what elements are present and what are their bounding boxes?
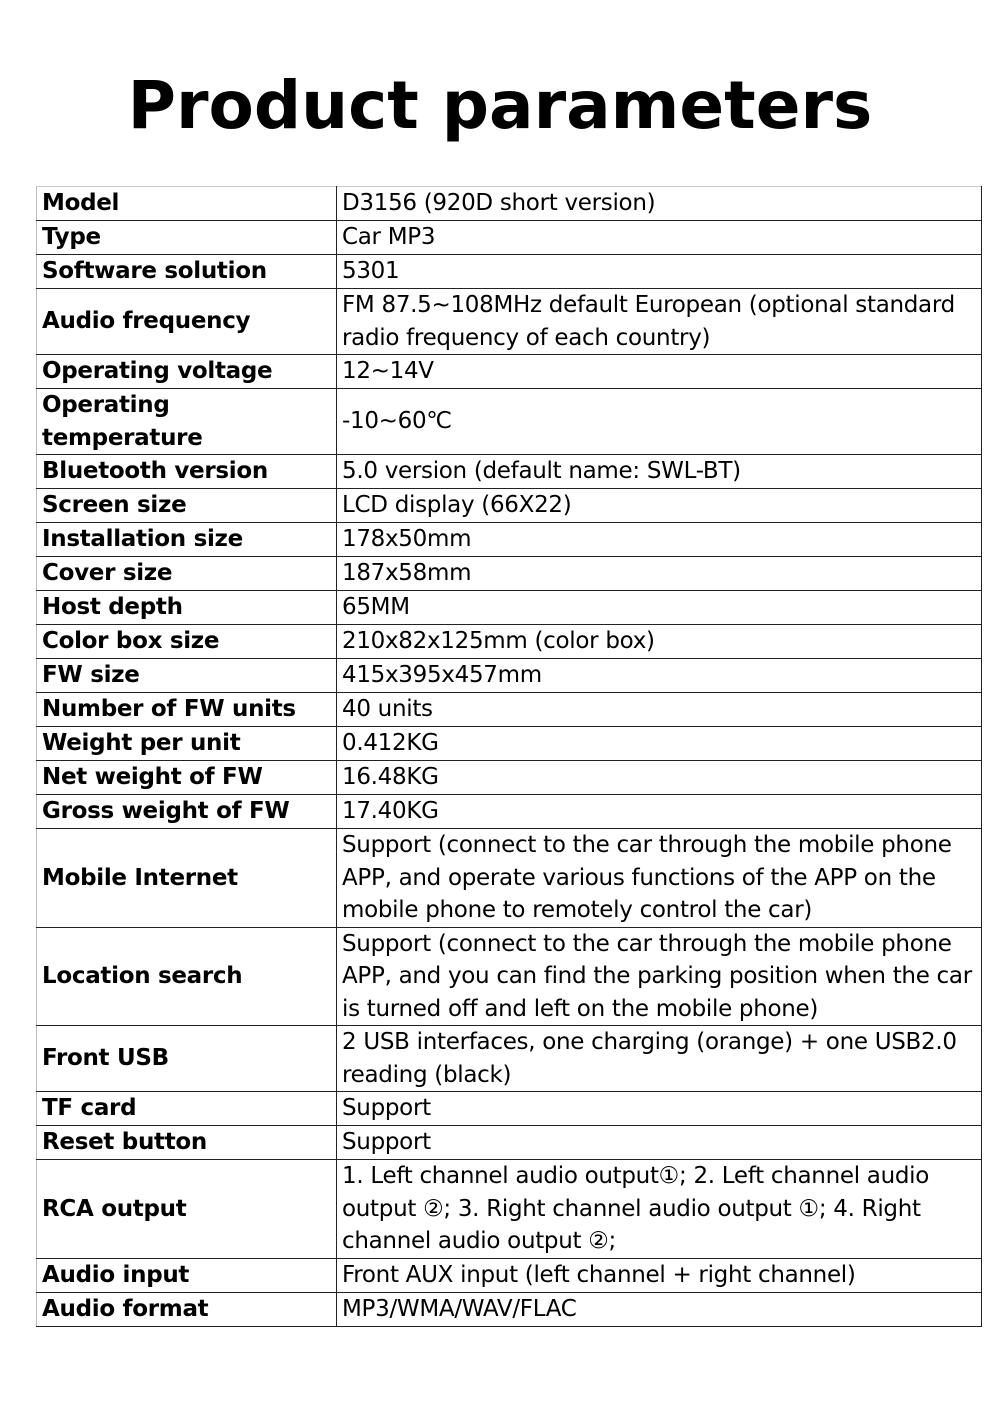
table-row [37, 557, 982, 591]
parameter-value: Front AUX input (left channel + right channel) [337, 1258, 982, 1292]
table-row [37, 1126, 982, 1160]
parameter-value: -10~60℃ [337, 389, 982, 455]
parameter-value: 16.48KG [337, 761, 982, 795]
table-row [37, 659, 982, 693]
parameter-label: Operating temperature [37, 389, 337, 455]
table-row [37, 693, 982, 727]
parameter-value: 5301 [337, 255, 982, 289]
parameter-label: Audio format [37, 1292, 337, 1326]
parameter-value: Support [337, 1092, 982, 1126]
table-row [37, 523, 982, 557]
parameter-label: Bluetooth version [37, 455, 337, 489]
table-row [37, 455, 982, 489]
parameter-label: Mobile Internet [37, 829, 337, 928]
table-row [37, 1026, 982, 1092]
parameter-value: 65MM [337, 591, 982, 625]
parameter-label: RCA output [37, 1160, 337, 1259]
parameter-value: 415x395x457mm [337, 659, 982, 693]
parameter-label: Software solution [37, 255, 337, 289]
table-row [37, 829, 982, 928]
table-row [37, 187, 982, 221]
parameter-label: Cover size [37, 557, 337, 591]
parameter-value: MP3/WMA/WAV/FLAC [337, 1292, 982, 1326]
parameter-label: Location search [37, 927, 337, 1026]
parameter-value: 178x50mm [337, 523, 982, 557]
table-row [37, 1092, 982, 1126]
parameter-value: 17.40KG [337, 795, 982, 829]
table-row [37, 255, 982, 289]
parameter-label: FW size [37, 659, 337, 693]
table-row [37, 389, 982, 455]
parameter-label: Operating voltage [37, 355, 337, 389]
parameter-value: Car MP3 [337, 221, 982, 255]
parameter-label: Number of FW units [37, 693, 337, 727]
parameter-value: 40 units [337, 693, 982, 727]
table-row [37, 1160, 982, 1259]
table-row [37, 927, 982, 1026]
parameter-label: Weight per unit [37, 727, 337, 761]
parameter-value: 5.0 version (default name: SWL-BT) [337, 455, 982, 489]
parameter-label: Audio input [37, 1258, 337, 1292]
parameter-label: Type [37, 221, 337, 255]
parameter-value: 2 USB interfaces, one charging (orange) + one USB2.0 reading (black) [337, 1026, 982, 1092]
table-row [37, 1292, 982, 1326]
table-row [37, 1258, 982, 1292]
parameter-value: D3156 (920D short version) [337, 187, 982, 221]
parameter-value: Support (connect to the car through the mobile phone APP, and you can find the parking position when the car is turned off and left on the mobile phone) [337, 927, 982, 1026]
parameter-label: Front USB [37, 1026, 337, 1092]
table-row [37, 289, 982, 355]
parameter-value: LCD display (66X22) [337, 489, 982, 523]
parameter-value: Support [337, 1126, 982, 1160]
parameter-value: 210x82x125mm (color box) [337, 625, 982, 659]
parameters-table [36, 186, 982, 1327]
parameter-value: FM 87.5~108MHz default European (optional standard radio frequency of each country) [337, 289, 982, 355]
parameter-label: Installation size [37, 523, 337, 557]
parameter-value: 1. Left channel audio output①; 2. Left channel audio output ②; 3. Right channel audio output ①; 4. Right channel audio output ②; [337, 1160, 982, 1259]
table-row [37, 625, 982, 659]
parameter-label: Audio frequency [37, 289, 337, 355]
parameter-value: 187x58mm [337, 557, 982, 591]
table-row [37, 221, 982, 255]
parameter-label: Gross weight of FW [37, 795, 337, 829]
parameter-label: TF card [37, 1092, 337, 1126]
page-title: Product parameters [127, 67, 873, 144]
parameter-label: Screen size [37, 489, 337, 523]
parameter-value: Support (connect to the car through the mobile phone APP, and operate various functions of the APP on the mobile phone to remotely control the car) [337, 829, 982, 928]
parameter-label: Reset button [37, 1126, 337, 1160]
parameter-value: 0.412KG [337, 727, 982, 761]
parameter-label: Host depth [37, 591, 337, 625]
table-row [37, 355, 982, 389]
parameter-label: Model [37, 187, 337, 221]
table-row [37, 795, 982, 829]
parameter-label: Net weight of FW [37, 761, 337, 795]
parameter-value: 12~14V [337, 355, 982, 389]
table-row [37, 591, 982, 625]
table-row [37, 727, 982, 761]
parameter-label: Color box size [37, 625, 337, 659]
table-row [37, 761, 982, 795]
table-row [37, 489, 982, 523]
